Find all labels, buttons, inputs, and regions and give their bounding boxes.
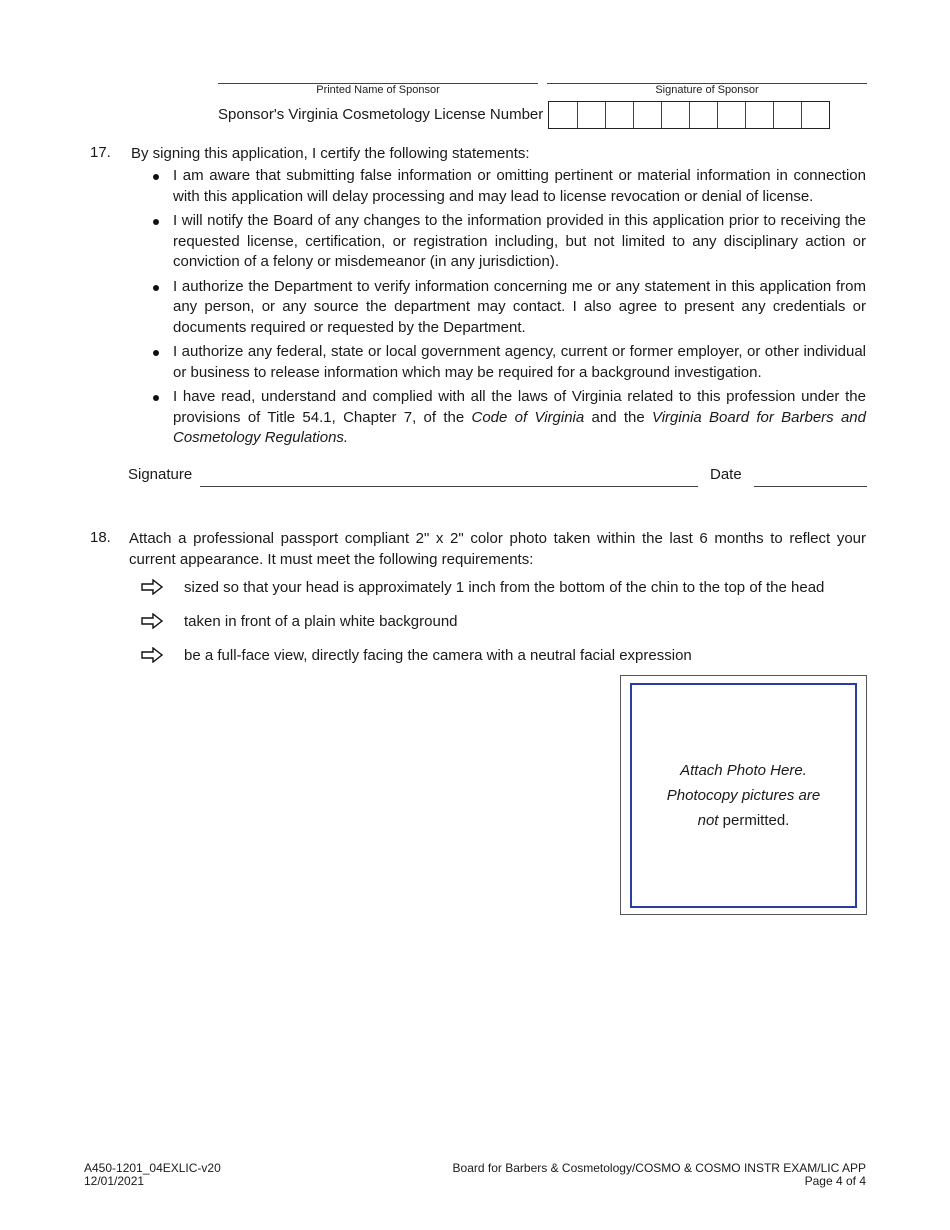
form-date: 12/01/2021 <box>84 1174 145 1188</box>
requirement-item: taken in front of a plain white background <box>184 613 458 630</box>
list-item: I will notify the Board of any changes to the information provided in this application prior to receiving the requested license, certification, or registration including, but not limited to any disciplinary action or conviction of a felony or misdemeanor (in any jurisdiction). <box>152 211 866 273</box>
bullet-icon <box>153 174 159 180</box>
license-number-label: Sponsor's Virginia Cosmetology License Number <box>218 106 544 123</box>
date-label: Date <box>710 466 742 483</box>
arrow-right-icon <box>141 613 163 629</box>
section-17-number: 17. <box>90 144 111 161</box>
signature-label: Signature <box>128 466 193 483</box>
bullet-icon <box>153 285 159 291</box>
arrow-right-icon <box>141 647 163 663</box>
license-digit-box[interactable] <box>633 102 661 128</box>
license-digit-box[interactable] <box>801 102 829 128</box>
photo-instructions: Attach Photo Here. Photocopy pictures are not permitted. <box>666 762 821 829</box>
section-18-intro: Attach a professional passport compliant 2" x 2" color photo taken within the last 6 months to reflect your current appearance. It must meet the following requirements: <box>129 530 866 568</box>
page-number: Page 4 of 4 <box>804 1174 866 1188</box>
list-item: I authorize the Department to verify information concerning me or any statement in this application from any person, or any source the department may contact. I also agree to present any credentials or documents required or requested by the Department. <box>152 277 866 339</box>
footer-right <box>453 1162 866 1188</box>
license-digit-box[interactable] <box>773 102 801 128</box>
section-17-intro: By signing this application, I certify the following statements: <box>131 145 530 162</box>
requirement-item: sized so that your head is approximately 1 inch from the bottom of the chin to the top of the head <box>184 579 825 596</box>
list-item: I authorize any federal, state or local government agency, current or former employer, or other individual or business to release information which may be required for a background investigation. <box>152 342 866 383</box>
photo-attachment-frame <box>620 675 867 915</box>
requirement-item: be a full-face view, directly facing the camera with a neutral facial expression <box>184 647 692 664</box>
license-number-boxes[interactable] <box>548 101 830 129</box>
form-code: A450-1201_04EXLIC-v20 <box>84 1161 221 1175</box>
license-digit-box[interactable] <box>577 102 605 128</box>
arrow-right-icon <box>141 579 163 595</box>
license-digit-box[interactable] <box>549 102 577 128</box>
license-digit-box[interactable] <box>745 102 773 128</box>
license-digit-box[interactable] <box>689 102 717 128</box>
license-digit-box[interactable] <box>605 102 633 128</box>
printed-name-label: Printed Name of Sponsor <box>316 84 440 96</box>
section-18-number: 18. <box>90 529 111 546</box>
bullet-icon <box>153 219 159 225</box>
license-digit-box[interactable] <box>717 102 745 128</box>
photo-attachment-area[interactable] <box>630 683 857 908</box>
license-digit-box[interactable] <box>661 102 689 128</box>
footer-left <box>84 1162 221 1188</box>
list-item: I am aware that submitting false information or omitting pertinent or material information in connection with this application will delay processing and may lead to license revocation or denial of license. <box>152 166 866 207</box>
board-title: Board for Barbers & Cosmetology/COSMO & COSMO INSTR EXAM/LIC APP <box>452 1161 866 1175</box>
sponsor-signature-label: Signature of Sponsor <box>655 84 759 96</box>
bullet-icon <box>153 395 159 401</box>
date-field[interactable] <box>754 466 867 487</box>
signature-field[interactable] <box>200 466 698 487</box>
bullet-icon <box>153 350 159 356</box>
list-item: I have read, understand and complied with all the laws of Virginia related to this profession under the provisions of Title 54.1, Chapter 7, of the Code of Virginia and the Virginia Board for Barbers and Cosmetology Regulations. <box>152 387 866 449</box>
certification-list <box>152 166 866 453</box>
